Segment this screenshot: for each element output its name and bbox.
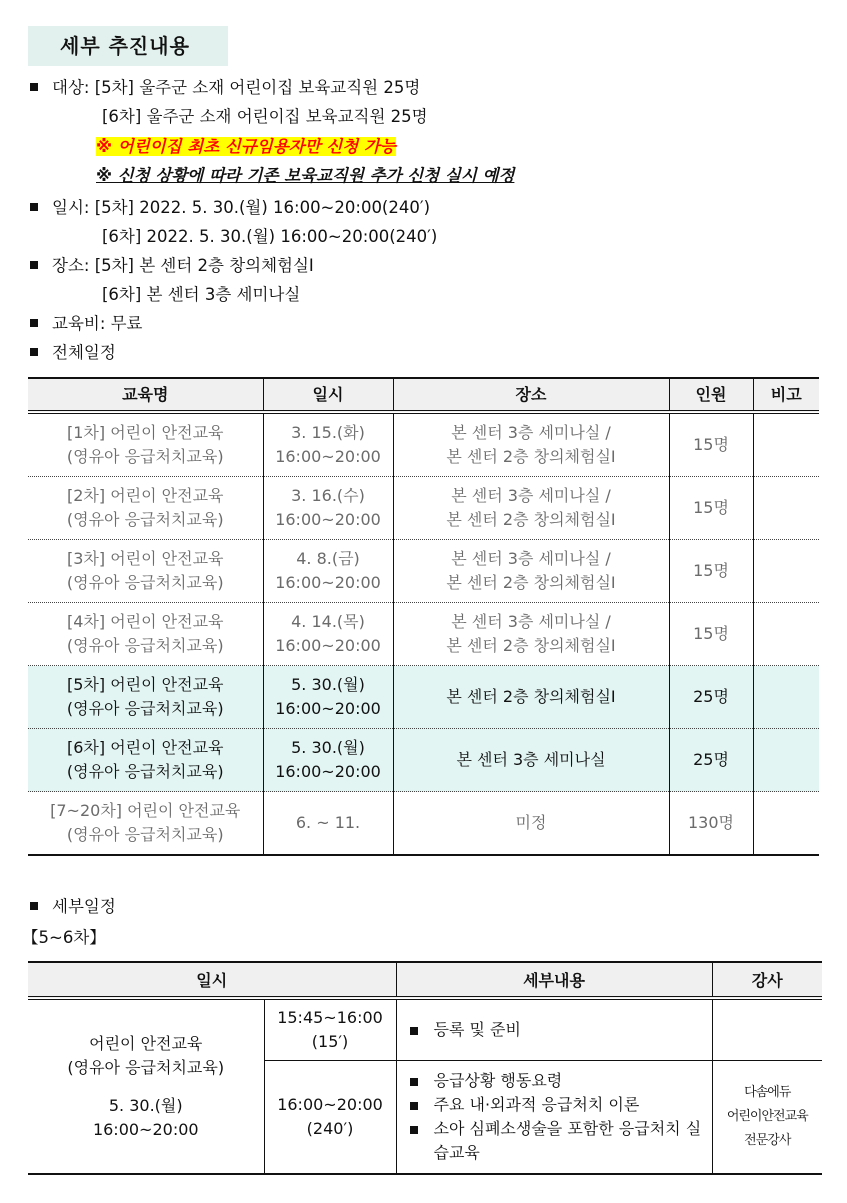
slot2-time: 16:00~20:00 xyxy=(277,1095,383,1114)
date-cell-text: 3. 15.(화) xyxy=(291,423,365,442)
bullet-icon xyxy=(410,1078,418,1086)
count-cell xyxy=(669,792,753,856)
target-6: [6차] 울주군 소재 어린이집 보육교직원 25명 xyxy=(102,107,428,126)
date-5: [5차] 2022. 5. 30.(월) 16:00~20:00(240′) xyxy=(94,198,431,217)
target-label: 대상: xyxy=(52,78,90,97)
course-cell xyxy=(28,666,263,729)
bullet-icon xyxy=(30,203,38,211)
target-note-2: ※ 신청 상황에 따라 기존 보육교직원 추가 신청 실시 예정 xyxy=(96,166,515,185)
place-cell xyxy=(393,412,669,477)
table-row xyxy=(28,540,819,603)
note-cell xyxy=(753,540,819,603)
course-cell-text: [4차] 어린이 안전교육 xyxy=(67,612,224,631)
table-row xyxy=(28,729,819,792)
list-item: 등록 및 준비 xyxy=(410,1018,711,1042)
count-cell-text: 15명 xyxy=(693,624,729,643)
table-row xyxy=(28,412,819,477)
header-note: 비고 xyxy=(753,378,819,412)
course-cell-text: (영유아 응급처치교육) xyxy=(66,825,224,844)
date-cell-text: 6. ~ 11. xyxy=(295,813,361,832)
date-6: [6차] 2022. 5. 30.(월) 16:00~20:00(240′) xyxy=(102,227,438,246)
note-cell xyxy=(753,477,819,540)
lecturer-title: 전문강사 xyxy=(744,1133,791,1148)
course-cell-text: [7~20차] 어린이 안전교육 xyxy=(50,801,241,820)
lecturer-field: 어린이안전교육 xyxy=(726,1109,808,1124)
detail-header-content: 세부내용 xyxy=(396,962,712,998)
course-cell-text: [6차] 어린이 안전교육 xyxy=(67,738,224,757)
place-cell-text: 본 센터 2층 창의체험실Ⅰ xyxy=(446,447,616,466)
count-cell xyxy=(669,603,753,666)
lecturer-org: 다솜에듀 xyxy=(744,1085,791,1100)
place-cell-text: 본 센터 2층 창의체험실Ⅰ xyxy=(446,636,616,655)
target-note-1: ※ 어린이집 최초 신규임용자만 신청 가능 xyxy=(96,137,396,156)
date-cell xyxy=(263,412,393,477)
note-cell xyxy=(753,729,819,792)
bullet-icon xyxy=(30,261,38,269)
detail-course-time: 16:00~20:00 xyxy=(92,1119,199,1139)
header-place: 장소 xyxy=(393,378,669,412)
count-cell-text: 130명 xyxy=(688,813,734,832)
date-cell xyxy=(263,603,393,666)
course-cell-text: [3차] 어린이 안전교육 xyxy=(67,549,224,568)
date-cell xyxy=(263,792,393,856)
bullet-icon xyxy=(410,1126,418,1134)
count-cell xyxy=(669,412,753,477)
count-cell-text: 15명 xyxy=(693,561,729,580)
bullet-icon xyxy=(30,902,38,910)
date-cell-text: 4. 14.(목) xyxy=(291,612,365,631)
course-cell xyxy=(28,603,263,666)
detail-course-name: 어린이 안전교육 xyxy=(89,1033,203,1053)
note-cell xyxy=(753,412,819,477)
date-cell-text: 5. 30.(월) xyxy=(291,675,365,694)
course-cell-text: (영유아 응급처치교육) xyxy=(66,636,224,655)
course-cell-text: (영유아 응급처치교육) xyxy=(66,699,224,718)
slot1-duration: (15′) xyxy=(311,1032,349,1051)
place-5: [5차] 본 센터 2층 창의체험실Ⅰ xyxy=(94,256,314,275)
course-cell xyxy=(28,792,263,856)
detail-header-row xyxy=(28,962,822,998)
slot1-content xyxy=(396,998,712,1061)
table-row xyxy=(28,666,819,729)
date-cell-text: 16:00~20:00 xyxy=(275,510,381,529)
detail-subtitle: 【5~6차】 xyxy=(22,928,106,947)
place-6: [6차] 본 센터 3층 세미나실 xyxy=(102,285,301,304)
course-cell-text: [1차] 어린이 안전교육 xyxy=(67,423,224,442)
course-cell-text: [2차] 어린이 안전교육 xyxy=(67,486,224,505)
course-cell-text: (영유아 응급처치교육) xyxy=(66,762,224,781)
bullet-icon xyxy=(30,348,38,356)
overall-schedule-label: 전체일정 xyxy=(30,341,116,365)
bullet-icon xyxy=(410,1027,418,1035)
date-cell-text: 5. 30.(월) xyxy=(291,738,365,757)
table-row xyxy=(28,603,819,666)
course-cell-text: (영유아 응급처치교육) xyxy=(66,447,224,466)
header-course: 교육명 xyxy=(28,378,263,412)
date-cell-text: 16:00~20:00 xyxy=(275,573,381,592)
date-cell-text: 4. 8.(금) xyxy=(296,549,360,568)
section-title: 세부 추진내용 xyxy=(28,26,228,66)
slot2-content xyxy=(396,1061,712,1175)
list-item: 소아 심폐소생술을 포함한 응급처치 실습교육 xyxy=(410,1117,711,1165)
course-cell xyxy=(28,477,263,540)
header-date: 일시 xyxy=(263,378,393,412)
header-count: 인원 xyxy=(669,378,753,412)
place-cell xyxy=(393,729,669,792)
fee-line: 교육비: 무료 xyxy=(30,312,143,336)
date-cell xyxy=(263,477,393,540)
date-line-1 xyxy=(30,196,430,220)
note-cell xyxy=(753,792,819,856)
count-cell xyxy=(669,729,753,792)
note-cell xyxy=(753,666,819,729)
date-cell-text: 16:00~20:00 xyxy=(275,447,381,466)
list-item: 응급상황 행동요령 xyxy=(410,1069,711,1093)
course-cell xyxy=(28,729,263,792)
course-cell-text: (영유아 응급처치교육) xyxy=(66,573,224,592)
schedule-table xyxy=(28,377,819,856)
count-cell-text: 15명 xyxy=(693,498,729,517)
date-cell-text: 16:00~20:00 xyxy=(275,699,381,718)
course-cell-text: (영유아 응급처치교육) xyxy=(66,510,224,529)
date-cell-text: 3. 16.(수) xyxy=(291,486,365,505)
course-cell xyxy=(28,412,263,477)
place-cell xyxy=(393,540,669,603)
course-cell xyxy=(28,540,263,603)
count-cell xyxy=(669,540,753,603)
count-cell xyxy=(669,666,753,729)
date-label: 일시: xyxy=(52,198,90,217)
detail-course-cell xyxy=(28,998,264,1174)
place-cell-text: 본 센터 3층 세미나실 / xyxy=(451,549,611,568)
count-cell-text: 15명 xyxy=(693,435,729,454)
detail-header-lecturer: 강사 xyxy=(712,962,822,998)
detail-table xyxy=(28,961,822,1175)
note-cell xyxy=(753,603,819,666)
slot2-duration: (240′) xyxy=(306,1119,354,1138)
slot1-time-cell xyxy=(264,998,396,1061)
detail-course-sub: (영유아 응급처치교육) xyxy=(67,1057,225,1077)
bullet-icon xyxy=(410,1102,418,1110)
place-line-1 xyxy=(30,254,314,278)
place-cell xyxy=(393,603,669,666)
place-cell xyxy=(393,792,669,856)
slot2-lecturer xyxy=(712,1061,822,1175)
place-cell-text: 본 센터 2층 창의체험실Ⅰ xyxy=(446,510,616,529)
place-cell-text: 본 센터 3층 세미나실 / xyxy=(451,423,611,442)
date-cell xyxy=(263,729,393,792)
table-row xyxy=(28,477,819,540)
place-label: 장소: xyxy=(52,256,90,275)
target-line-1 xyxy=(30,76,420,100)
bullet-icon xyxy=(30,83,38,91)
slot1-lecturer xyxy=(712,998,822,1061)
place-cell-text: 미정 xyxy=(515,813,547,832)
count-cell xyxy=(669,477,753,540)
detail-schedule-label: 세부일정 xyxy=(30,895,116,919)
count-cell-text: 25명 xyxy=(693,750,729,769)
schedule-header-row xyxy=(28,378,819,412)
table-row xyxy=(28,792,819,856)
target-5: [5차] 울주군 소재 어린이집 보육교직원 25명 xyxy=(94,78,421,97)
detail-row xyxy=(28,998,822,1061)
slot1-time: 15:45~16:00 xyxy=(277,1008,383,1027)
place-cell xyxy=(393,477,669,540)
date-cell xyxy=(263,540,393,603)
date-cell-text: 16:00~20:00 xyxy=(275,636,381,655)
list-item: 주요 내·외과적 응급처치 이론 xyxy=(410,1093,711,1117)
place-cell xyxy=(393,666,669,729)
date-cell-text: 16:00~20:00 xyxy=(275,762,381,781)
count-cell-text: 25명 xyxy=(693,687,729,706)
place-cell-text: 본 센터 2층 창의체험실Ⅰ xyxy=(446,687,616,706)
place-cell-text: 본 센터 2층 창의체험실Ⅰ xyxy=(446,573,616,592)
place-cell-text: 본 센터 3층 세미나실 / xyxy=(451,612,611,631)
detail-header-date: 일시 xyxy=(28,962,396,998)
bullet-icon xyxy=(30,319,38,327)
detail-course-date: 5. 30.(월) xyxy=(108,1095,183,1115)
date-cell xyxy=(263,666,393,729)
place-cell-text: 본 센터 3층 세미나실 xyxy=(456,750,606,769)
place-cell-text: 본 센터 3층 세미나실 / xyxy=(451,486,611,505)
course-cell-text: [5차] 어린이 안전교육 xyxy=(67,675,224,694)
slot2-time-cell xyxy=(264,1061,396,1175)
